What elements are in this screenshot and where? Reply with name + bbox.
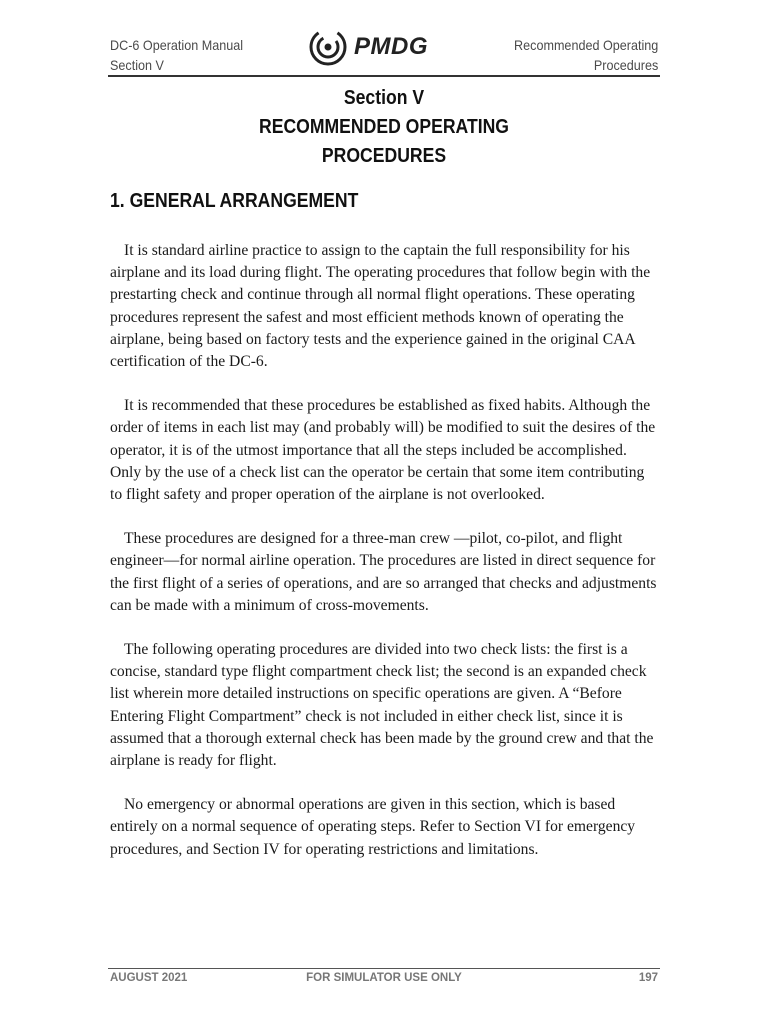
paragraph-1: It is standard airline practice to assign to the captain the full responsibility for his airplane and its load during flight. The operating procedures that follow begin with the prestarting check and continue through all normal flight operations. These operating procedures represent the safest and most efficient methods known of operating the airplane, being based on factory tests and the experience gained in the original CAA certification of the DC-6. (110, 242, 651, 371)
footer-notice: FOR SIMULATOR USE ONLY (306, 972, 462, 984)
chapter-title-line2: Procedures (593, 57, 658, 73)
body-text (110, 240, 658, 883)
footer-date: AUGUST 2021 (110, 972, 188, 984)
manual-title: DC-6 Operation Manual (110, 37, 244, 53)
paragraph-4: The following operating procedures are divided into two check lists: the first is a concise, standard type flight compartment check list; the second is an expanded check list wherein more detailed instructions on specific operations are given. A “Before Entering Flight Compartment” check is not included in either check list, since it is assumed that a thorough external check has been made by the ground crew and that the airplane is ready for flight. (110, 641, 654, 770)
section-heading: 1. GENERAL ARRANGEMENT (110, 190, 359, 212)
header-rule (108, 75, 660, 77)
paragraph-2: It is recommended that these procedures be established as fixed habits. Although the order of items in each list may (and probably will) be modified to suit the desires of the operator, it is of the utmost importance that all the steps included be accomplished. Only by the use of a check list can the operator be certain that some item contributing to flight safety and proper operation of the airplane is not overlooked. (110, 397, 656, 504)
paragraph-5: No emergency or abnormal operations are given in this section, which is based entirely on a normal sequence of operating steps. Refer to Section VI for emergency procedures, and Section IV for operating restrictions and limitations. (110, 796, 636, 858)
pmdg-swirl-icon (308, 27, 348, 67)
header-right (514, 35, 658, 75)
title-line-1: Section V (343, 87, 425, 109)
logo-text: PMDG (354, 33, 428, 60)
header-left (110, 35, 243, 75)
footer-rule (108, 968, 660, 969)
section-label: Section V (110, 57, 164, 73)
pmdg-logo (308, 24, 460, 70)
title-line-3: PROCEDURES (321, 145, 447, 167)
paragraph-3: These procedures are designed for a three-man crew —pilot, co-pilot, and flight engineer—for normal airline operation. The procedures are listed in direct sequence for the first flight of a series of operations, and are so arranged that checks and adjustments can be made with a minimum of cross-movements. (110, 530, 657, 614)
chapter-title-line1: Recommended Operating (513, 37, 658, 53)
page-number: 197 (638, 972, 658, 984)
page-title (0, 84, 768, 171)
title-line-2: RECOMMENDED OPERATING (258, 116, 510, 138)
